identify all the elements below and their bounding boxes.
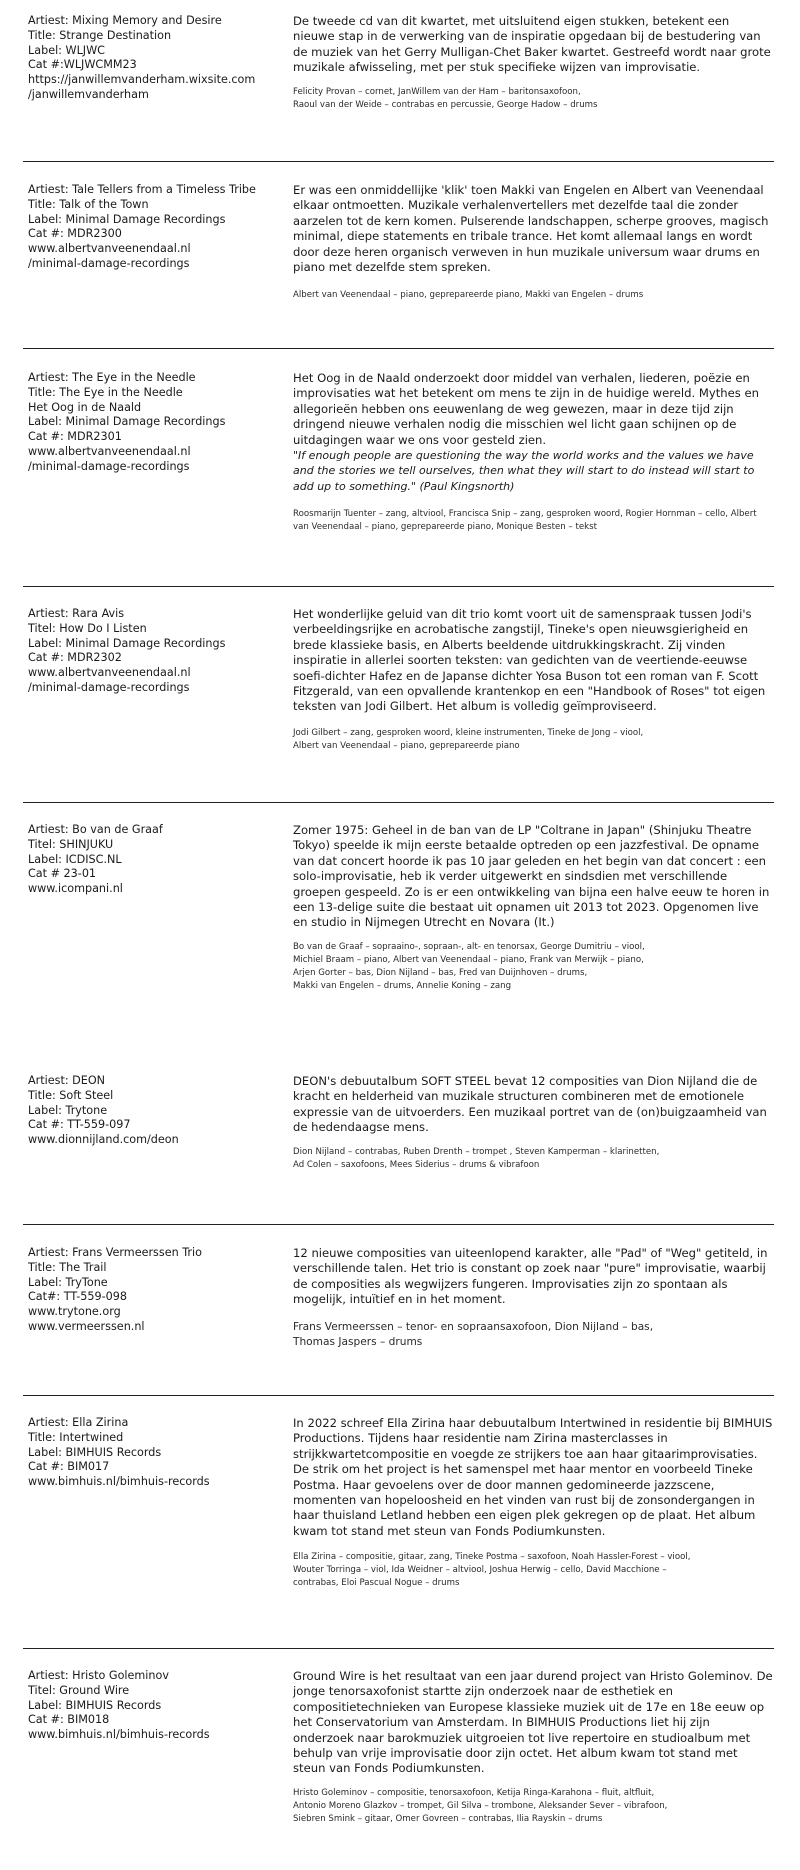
album-quote: "If enough people are questioning the way the world works and the values we have and the stories we tell ourselves, then what they will start to do instead will start to add up to something." (Paul Kingsnorth) <box>293 449 755 493</box>
album-meta: Artiest: Mixing Memory and Desire Title: Strange Destination Label: WLJWC Cat #:WLJWCMM23 https://janwillemvanderham.wixsite.com /janwillemvanderham <box>28 14 256 101</box>
album-credits: Hristo Goleminov – compositie, tenorsaxofoon, Ketija Ringa-Karahona – fluit, altfluit, Antonio Moreno Glazkov – trompet, Gil Silva – trombone, Aleksander Sever – vibrafoon, Siebren Smink – gitaar, Omer Govreen – contrabas, Ilia Rayskin – drums <box>293 1787 668 1824</box>
album-credits: Roosmarijn Tuenter – zang, altviool, Francisca Snip – zang, gesproken woord, Rogier Hornman – cello, Albert van Veenendaal – piano, geprepareerde piano, Monique Besten – tekst <box>293 509 757 533</box>
album-meta: Artiest: Frans Vermeerssen Trio Title: The Trail Label: TryTone Cat#: TT-559-098 www.trytone.org www.vermeerssen.nl <box>28 1246 202 1333</box>
album-description-block <box>293 823 773 993</box>
album-meta: Artiest: The Eye in the Needle Title: The Eye in the Needle Het Oog in de Naald Label: Minimal Damage Recordings Cat #: MDR2301 www.albertvanveenendaal.nl /minimal-damage-recordings <box>28 371 226 473</box>
album-description-block <box>293 607 773 753</box>
album-description-block <box>293 183 773 302</box>
album-description: Zomer 1975: Geheel in de ban van de LP "Coltrane in Japan" (Shinjuku Theatre Tokyo) speelde ik mijn eerste betaalde optreden op een jazzfestival. De opname van dat concert hoorde ik pas 10 jaar geleden en het begin van dat concert : een solo-improvisatie, heb ik verder uitgewerkt en sindsdien met verschillende groepen gespeeld. Zo is er een ontwikkeling van bijna een halve eeuw te horen in een 13-delige suite die bestaat uit opnamen uit 2013 tot 2023. Opgenomen live en studio in Nijmegen Utrecht en Novara (It.) <box>293 823 770 930</box>
album-meta: Artiest: Tale Tellers from a Timeless Tribe Title: Talk of the Town Label: Minimal Damage Recordings Cat #: MDR2300 www.albertvanveenendaal.nl /minimal-damage-recordings <box>28 183 256 270</box>
album-description-block <box>293 1416 773 1590</box>
divider <box>23 1395 774 1396</box>
divider <box>23 1648 774 1649</box>
album-credits: Felicity Provan – cornet, JanWillem van der Ham – baritonsaxofoon, Raoul van der Weide – contrabas en percussie, George Hadow – drums <box>293 86 598 110</box>
album-meta: Artiest: Rara Avis Titel: How Do I Listen Label: Minimal Damage Recordings Cat #: MDR2302 www.albertvanveenendaal.nl /minimal-damage-recordings <box>28 607 226 694</box>
album-credits: Dion Nijland – contrabas, Ruben Drenth – trompet , Steven Kamperman – klarinetten, Ad Colen – saxofoons, Mees Siderius – drums & vibrafoon <box>293 1146 660 1170</box>
album-meta: Artiest: DEON Title: Soft Steel Label: Trytone Cat #: TT-559-097 www.dionnijland.com/deon <box>28 1074 179 1147</box>
album-description: Ground Wire is het resultaat van een jaar durend project van Hristo Goleminov. De jonge tenorsaxofonist startte zijn onderzoek naar de esthetiek en compositietechnieken van Europese klassieke muziek uit de 17e en 18e eeuw op het Conservatorium van Amsterdam. In BIMHUIS Productions liet hij zijn onderzoek naar barokmuziek uitgroeien tot live repertoire en studioalbum met behulp van vrije improvisatie door zijn octet. Het album kwam tot stand met steun van Fonds Podiumkunsten. <box>293 1669 773 1776</box>
album-description: DEON's debuutalbum SOFT STEEL bevat 12 composities van Dion Nijland die de kracht en helderheid van muzikale structuren combineren met de emotionele expressie van de uitvoerders. Een muzikaal portret van de (on)buigzaamheid van de hedendaagse mens. <box>293 1074 767 1135</box>
album-description: Het Oog in de Naald onderzoekt door middel van verhalen, liederen, poëzie en improvisaties wat het betekent om mens te zijn in de huidige wereld. Mythes en allegorieën hebben ons eeuwenlang de weg gewezen, maar in deze tijd zijn dringend nieuwe verhalen nodig die misschien wel licht gaan schijnen op de uitdagingen waar we ons voor gesteld zien. <box>293 371 759 447</box>
album-description-block <box>293 14 773 112</box>
album-meta: Artiest: Bo van de Graaf Titel: SHINJUKU Label: ICDISC.NL Cat # 23-01 www.icompani.nl <box>28 823 163 896</box>
album-credits: Bo van de Graaf – sopraaino-, sopraan-, alt- en tenorsax, George Dumitriu – viool, Michiel Braam – piano, Albert van Veenendaal – piano, Frank van Merwijk – piano, Arjen Gorter – bas, Dion Nijland – bas, Fred van Duijnhoven – drums, Makki van Engelen – drums, Annelie Koning – zang <box>293 941 645 991</box>
album-description: 12 nieuwe composities van uiteenlopend karakter, alle "Pad" of "Weg" getiteld, in verschillende talen. Het trio is constant op zoek naar "pure" improvisatie, waarbij de composities als wegwijzers fungeren. Improvisaties zijn zo spontaan als mogelijk, intuïtief en in het moment. <box>293 1246 768 1307</box>
album-description-block <box>293 1669 773 1826</box>
album-meta: Artiest: Ella Zirina Title: Intertwined Label: BIMHUIS Records Cat #: BIM017 www.bimhuis.nl/bimhuis-records <box>28 1416 210 1489</box>
album-description: Het wonderlijke geluid van dit trio komt voort uit de samenspraak tussen Jodi's verbeeldingsrijke en acrobatische zangstijl, Tineke's open nieuwsgierigheid en brede klassieke basis, en Alberts beeldende uitdrukkingskracht. Zij vinden inspiratie in allerlei soorten teksten: van gedichten van de veertiende-eeuwse soefi-dichter Hafez en de Japanse dichter Yosa Buson tot een roman van F. Scott Fitzgerald, van een opvallende krantenkop en een "Handbook of Roses" tot eigen teksten van Jodi Gilbert. Het album is volledig geïmproviseerd. <box>293 607 766 714</box>
album-description-block <box>293 1074 773 1172</box>
divider <box>23 161 774 162</box>
album-credits: Ella Zirina – compositie, gitaar, zang, Tineke Postma – saxofoon, Noah Hassler-Forest – viool, Wouter Torringa – viol, Ida Weidner – altviool, Joshua Herwig – cello, David Macchione – contrabas, Eloi Pascual Nogue – drums <box>293 1552 691 1589</box>
divider <box>23 586 774 587</box>
divider <box>23 802 774 803</box>
album-description-block <box>293 371 773 534</box>
divider <box>23 1224 774 1225</box>
album-description: Er was een onmiddellijke 'klik' toen Makki van Engelen en Albert van Veenendaal elkaar ontmoetten. Muzikale verhalenvertellers met dezelfde taal die zonder aarzelen tot de kern komen. Pulserende landschappen, scherpe grooves, magisch minimal, diepe statements en tribale trance. Het komt allemaal langs en wordt door deze heren organisch verweven in hun muzikale universum waar drums en piano met dezelfde stem spreken. <box>293 183 769 275</box>
album-description-block <box>293 1246 773 1350</box>
album-credits: Frans Vermeerssen – tenor- en sopraansaxofoon, Dion Nijland – bas, Thomas Jaspers – drums <box>293 1320 654 1348</box>
album-credits: Albert van Veenendaal – piano, geprepareerde piano, Makki van Engelen – drums <box>293 290 644 301</box>
album-description: De tweede cd van dit kwartet, met uitsluitend eigen stukken, betekent een nieuwe stap in de verwerking van de inspiratie opgedaan bij de bestudering van de muziek van het Gerry Mulligan-Chet Baker kwartet. Gestreefd wordt naar grote muzikale afwisseling, met per stuk specifieke wijzen van improvisatie. <box>293 14 771 75</box>
album-credits: Jodi Gilbert – zang, gesproken woord, kleine instrumenten, Tineke de Jong – viool, Albert van Veenendaal – piano, geprepareerde piano <box>293 727 644 751</box>
album-description: In 2022 schreef Ella Zirina haar debuutalbum Intertwined in residentie bij BIMHUIS Productions. Tijdens haar residentie nam Zirina masterclasses in strijkkwartetcompositie en voegde ze strijkers toe aan haar gitaarimprovisaties. De strik om het project is het samenspel met haar mentor en voorbeeld Tineke Postma. Haar gevoelens over de door mannen gedomineerde jazzscene, momenten van hopeloosheid en het vinden van rust bij de zonsondergangen in haar thuisland Letland hebben een eigen plek gekregen op de plaat. Het album kwam tot stand met steun van Fonds Podiumkunsten. <box>293 1416 773 1538</box>
divider <box>23 348 774 349</box>
album-meta: Artiest: Hristo Goleminov Titel: Ground Wire Label: BIMHUIS Records Cat #: BIM018 www.bimhuis.nl/bimhuis-records <box>28 1669 210 1742</box>
